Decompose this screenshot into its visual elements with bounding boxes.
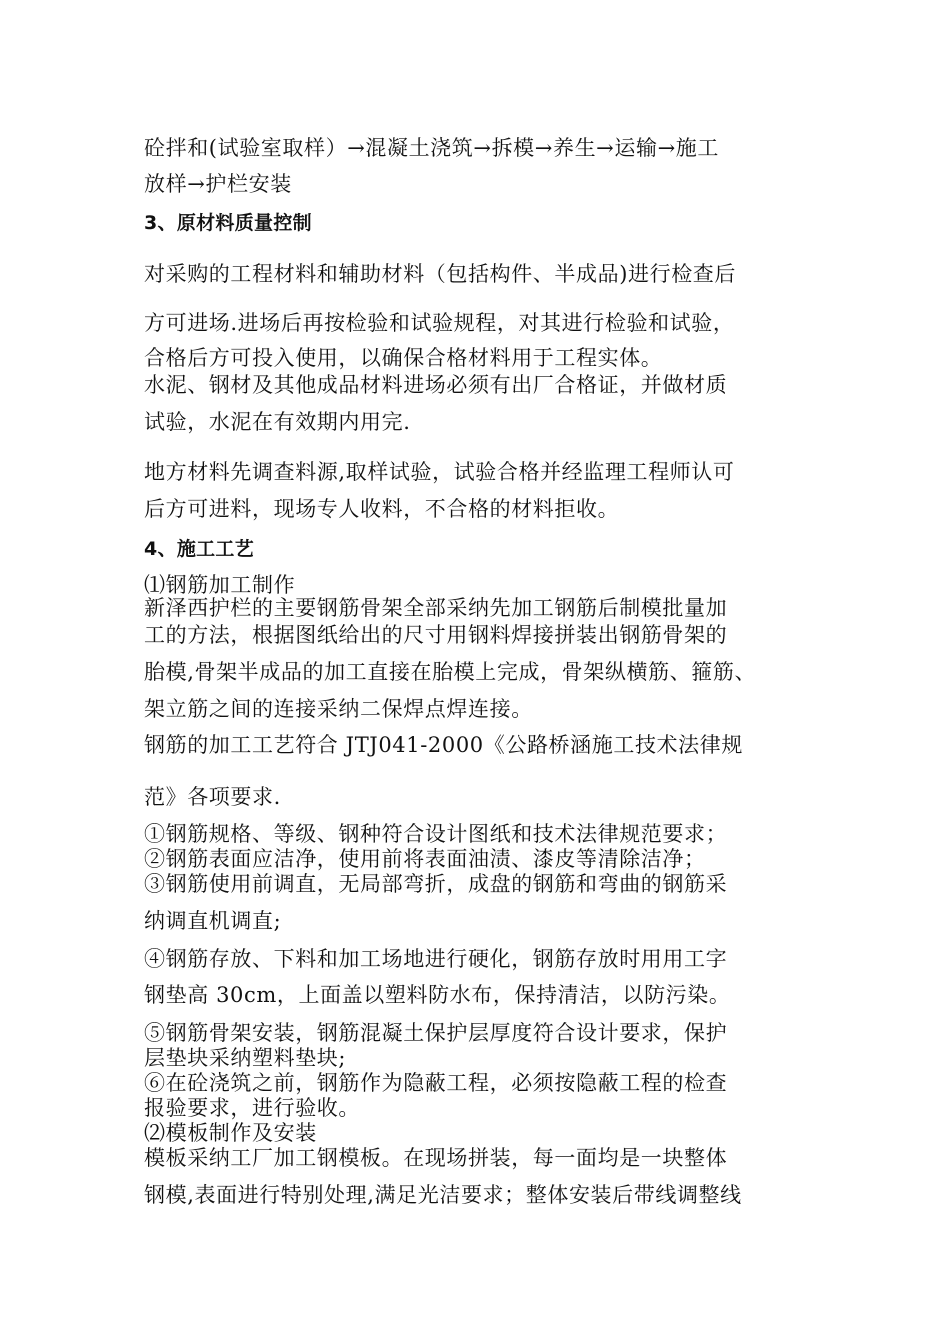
- text-line: 范》各项要求.: [144, 785, 281, 809]
- subsection-heading: ⑴钢筋加工制作: [144, 573, 296, 597]
- text-line: 新泽西护栏的主要钢筋骨架全部采纳先加工钢筋后制模批量加: [144, 596, 728, 620]
- subsection-heading: ⑵模板制作及安装: [144, 1121, 317, 1145]
- text-line: 模板采纳工厂加工钢模板。在现场拼装，每一面均是一块整体: [144, 1146, 728, 1170]
- text-line: 地方材料先调查料源,取样试验，试验合格并经监理工程师认可: [144, 460, 735, 484]
- text-line: 后方可进料，现场专人收料，不合格的材料拒收。: [144, 497, 620, 521]
- list-item: ⑤钢筋骨架安装，钢筋混凝土保护层厚度符合设计要求，保护: [144, 1021, 728, 1045]
- text-line: 层垫块采纳塑料垫块;: [144, 1046, 347, 1070]
- text-line: 方可进场.进场后再按检验和试验规程，对其进行检验和试验，: [144, 311, 735, 335]
- text-line: 架立筋之间的连接采纳二保焊点焊连接。: [144, 697, 533, 721]
- text-line: 工的方法，根据图纸给出的尺寸用钢料焊接拼装出钢筋骨架的: [144, 623, 728, 647]
- list-item: ②钢筋表面应洁净，使用前将表面油渍、漆皮等清除洁净；: [144, 847, 706, 871]
- list-item: ⑥在砼浇筑之前，钢筋作为隐蔽工程，必须按隐蔽工程的检查: [144, 1071, 728, 1095]
- text-line: 胎模,骨架半成品的加工直接在胎模上完成，骨架纵横筋、箍筋、: [144, 660, 757, 684]
- text-line: 钢垫高 30cm，上面盖以塑料防水布，保持清洁，以防污染。: [144, 983, 731, 1007]
- section-heading: 4、施工工艺: [144, 538, 255, 560]
- list-item: ①钢筋规格、等级、钢种符合设计图纸和技术法律规范要求；: [144, 822, 728, 846]
- text-line: 砼拌和(试验室取样）→混凝土浇筑→拆模→养生→运输→施工: [144, 136, 719, 160]
- text-line: 报验要求，进行验收。: [144, 1096, 360, 1120]
- text-line: 钢模,表面进行特别处理,满足光洁要求；整体安装后带线调整线: [144, 1183, 742, 1207]
- list-item: ④钢筋存放、下料和加工场地进行硬化，钢筋存放时用用工字: [144, 947, 728, 971]
- text-line: 对采购的工程材料和辅助材料（包括构件、半成品)进行检查后: [144, 262, 736, 286]
- text-line: 放样→护栏安装: [144, 172, 292, 196]
- list-item: ③钢筋使用前调直，无局部弯折，成盘的钢筋和弯曲的钢筋采: [144, 872, 728, 896]
- text-line: 试验，水泥在有效期内用完.: [144, 410, 411, 434]
- text-line: 纳调直机调直;: [144, 909, 282, 933]
- section-heading: 3、原材料质量控制: [144, 212, 312, 234]
- text-line: 钢筋的加工工艺符合 JTJ041-2000《公路桥涵施工技术法律规: [144, 733, 743, 757]
- text-line: 合格后方可投入使用，以确保合格材料用于工程实体。: [144, 346, 663, 370]
- text-line: 水泥、钢材及其他成品材料进场必须有出厂合格证，并做材质: [144, 373, 728, 397]
